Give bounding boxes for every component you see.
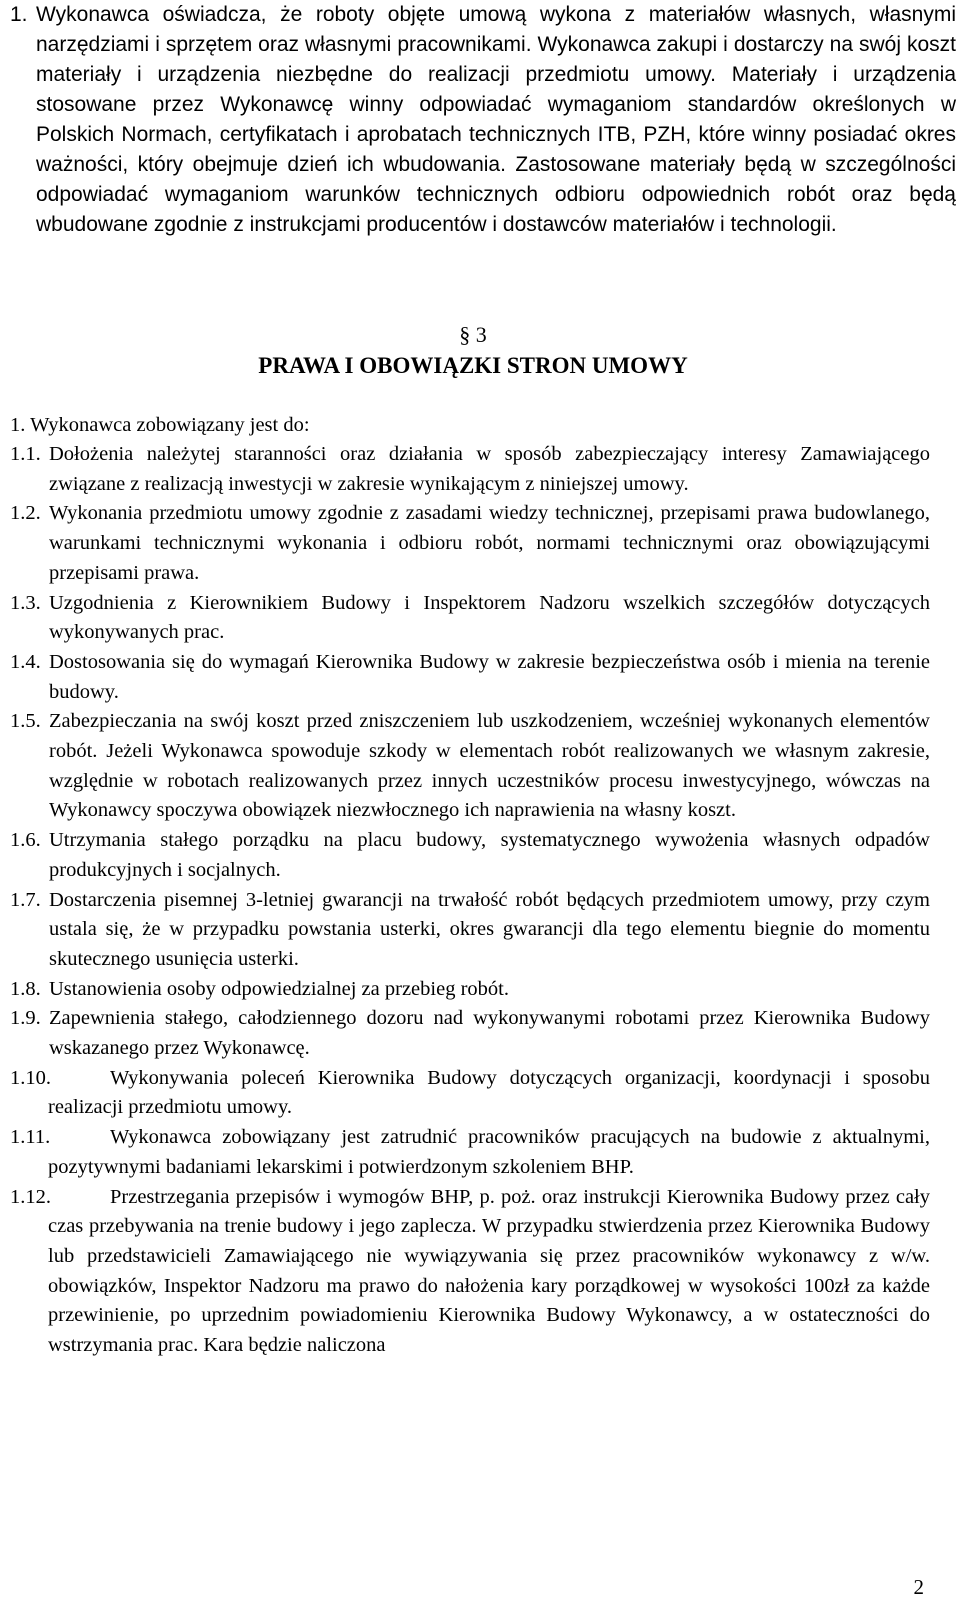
item-number: 1.3. [10, 591, 41, 614]
item-text: Dostarczenia pisemnej 3-letniej gwarancji na trwałość robót będących przedmiotem umowy, przy czym ustala się, że w przypadku powstania usterki, okres gwarancji dla tego elementu biegnie do momentu skutecznego usunięcia usterki. [49, 888, 930, 970]
item-text: Ustanowienia osoby odpowiedzialnej za przebieg robót. [49, 977, 509, 1000]
item-number: 1.6. [10, 829, 41, 852]
item-text: Zapewnienia stałego, całodziennego dozoru nad wykonywanymi robotami przez Kierownika Budowy wskazanego przez Wykonawcę. [49, 1007, 930, 1060]
section-mark: § 3 [459, 322, 487, 347]
item-text: Dołożenia należytej staranności oraz działania w sposób zabezpieczający interesy Zamawiającego związane z realizacją inwestycji w zakresie wynikającym z niniejszej umowy. [49, 443, 930, 495]
item-number: 1.1. [10, 443, 41, 465]
item-number: 1.4. [10, 650, 41, 673]
list-item [10, 975, 930, 1005]
list-item [10, 707, 930, 826]
item-text: Zabezpieczania na swój koszt przed zniszczeniem lub uszkodzeniem, wcześniej wykonanych elementów robót. Jeżeli Wykonawca spowoduje szkody w elementach robót realizowanych we własnym zakresie, względnie w robotach realizowanych przez innych uczestników procesu inwestycyjnego, wówczas na Wykonawcy spoczywa obowiązek niezwłocznego ich naprawienia na własny koszt. [49, 710, 930, 822]
list-item [10, 589, 930, 648]
item-number: 1.5. [10, 710, 41, 733]
list-item [10, 1064, 930, 1123]
list-item [10, 1004, 930, 1063]
obligations-lead: 1. Wykonawca zobowiązany jest do: [10, 414, 310, 436]
item-number: 1.12. [10, 1185, 51, 1208]
list-item [10, 440, 930, 499]
item-number: 1.8. [10, 977, 41, 1000]
item-number: 1.9. [10, 1007, 41, 1030]
item-text: Wykonywania poleceń Kierownika Budowy dotyczących organizacji, koordynacji i sposobu realizacji przedmiotu umowy. [48, 1066, 930, 1119]
item-text: Przestrzegania przepisów i wymogów BHP, p. poż. oraz instrukcji Kierownika Budowy przez cały czas przebywania na trenie budowy i jego zaplecza. W przypadku stwierdzenia przez Kierownika Budowy lub przedstawicieli Zamawiającego nie wywiązywania się przez pracowników wykonawcy z w/w. obowiązków, Inspektor Nadzoru ma prawo do nałożenia kary porządkowej w wysokości 100zł za każde przewinienie, po uprzednim powiadomieniu Kierownika Budowy Wykonawcy, a w ostateczności do wstrzymania prac. Kara będzie naliczona [48, 1185, 930, 1357]
section-title: PRAWA I OBOWIĄZKI STRON UMOWY [258, 353, 688, 378]
list-item [10, 886, 930, 975]
item-number: 1.2. [10, 502, 41, 525]
list-item [10, 499, 930, 588]
item-number: 1.7. [10, 888, 41, 911]
intro-number: 1. [10, 3, 28, 26]
obligations-list [10, 440, 930, 1361]
intro-paragraph [10, 0, 956, 240]
list-item [10, 1123, 930, 1182]
list-item [10, 648, 930, 707]
item-number: 1.10. [10, 1066, 51, 1089]
item-number: 1.11. [10, 1126, 51, 1149]
page-number: 2 [913, 1575, 924, 1599]
intro-text: Wykonawca oświadcza, że roboty objęte umową wykona z materiałów własnych, własnymi narzędziami i sprzętem oraz własnymi pracownikami. Wykonawca zakupi i dostarczy na swój koszt materiały i urządzenia niezbędne do realizacji przedmiotu umowy. Materiały i urządzenia stosowane przez Wykonawcę winny odpowiadać wymaganiom standardów określonych w Polskich Normach, certyfikatach i aprobatach technicznych ITB, PZH, które winny posiadać okres ważności, który obejmuje dzień ich wbudowania. Zastosowane materiały będą w szczególności odpowiadać wymaganiom warunków technicznych odbioru odpowiednich robót oraz będą wbudowane zgodnie z instrukcjami producentów i dostawców materiałów i technologii. [36, 3, 956, 236]
item-text: Uzgodnienia z Kierownikiem Budowy i Inspektorem Nadzoru wszelkich szczegółów dotyczących wykonywanych prac. [49, 591, 930, 644]
item-text: Dostosowania się do wymagań Kierownika Budowy w zakresie bezpieczeństwa osób i mienia na terenie budowy. [49, 650, 930, 703]
item-text: Wykonawca zobowiązany jest zatrudnić pracowników pracujących na budowie z aktualnymi, pozytywnymi badaniami lekarskimi i potwierdzonym szkoleniem BHP. [48, 1126, 930, 1178]
list-item [10, 826, 930, 885]
list-item [10, 1183, 930, 1361]
item-text: Utrzymania stałego porządku na placu budowy, systematycznego wywożenia własnych odpadów produkcyjnych i socjalnych. [49, 829, 930, 881]
item-text: Wykonania przedmiotu umowy zgodnie z zasadami wiedzy technicznej, przepisami prawa budowlanego, warunkami technicznymi wykonania i odbioru robót, normami technicznymi oraz obowiązującymi przepisami prawa. [49, 502, 930, 584]
